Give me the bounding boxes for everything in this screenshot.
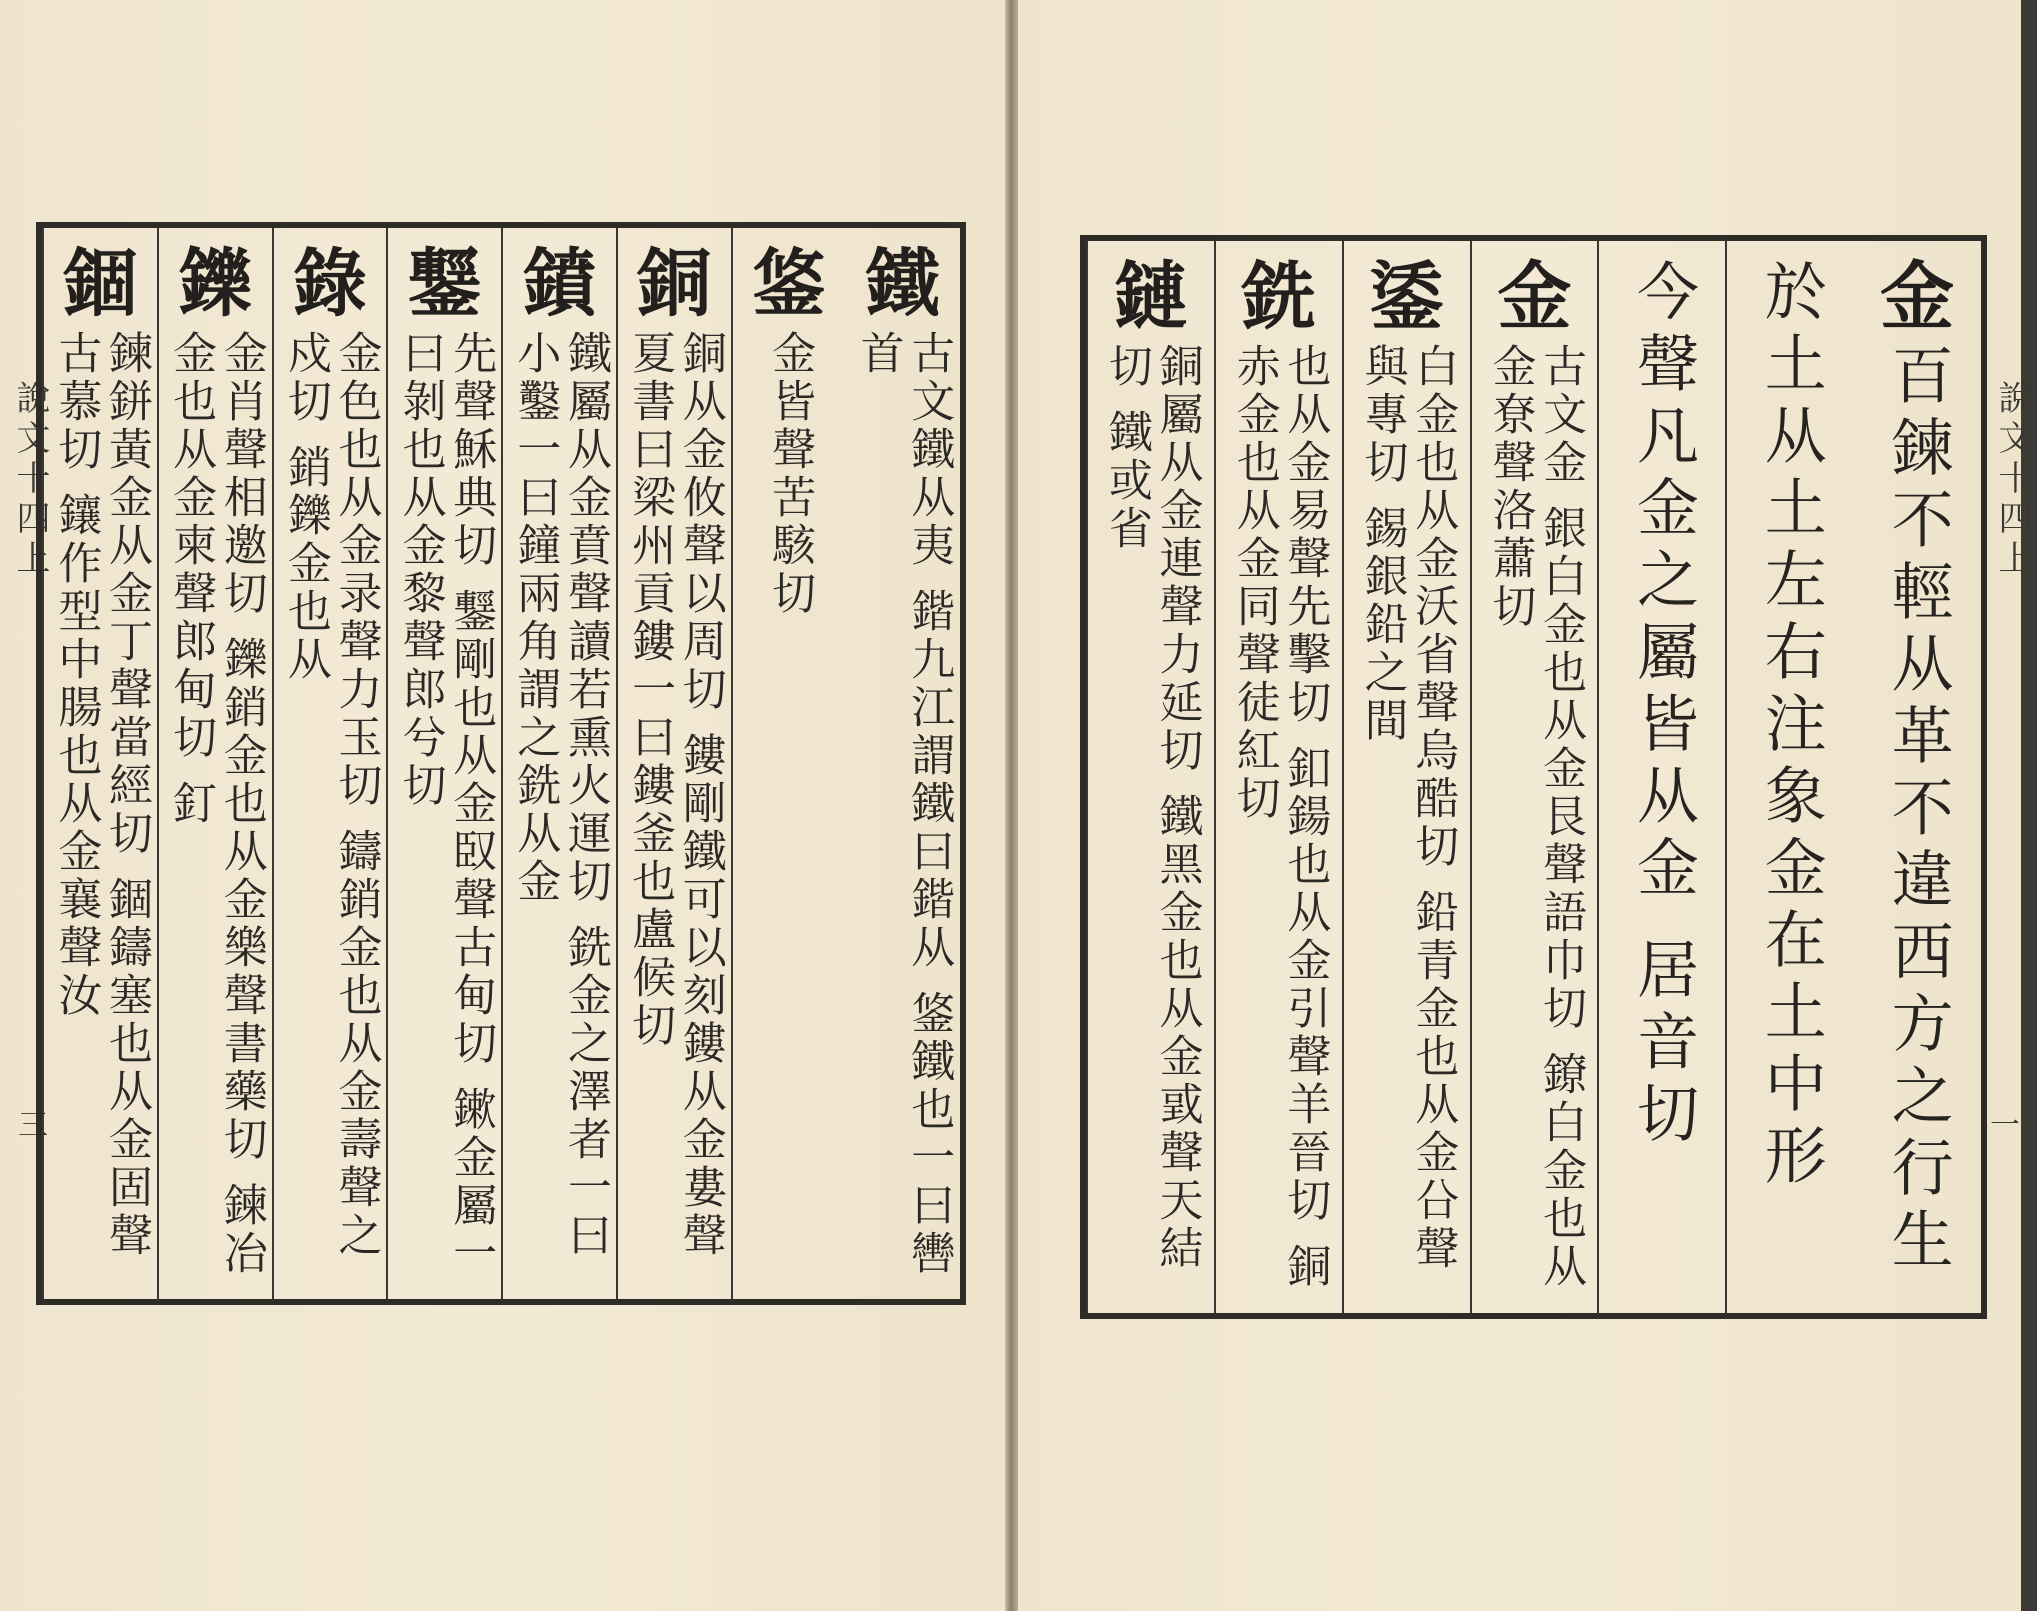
column-text: 古文金 銀白金也从金艮聲語巾切 鐐白金也从金尞聲洛蕭切: [1484, 342, 1587, 1291]
right-page-column: [1342, 241, 1470, 1313]
seal-character: 鏈: [1113, 254, 1188, 340]
right-page: [1018, 0, 2032, 1611]
right-page-column: [1853, 241, 1981, 1313]
column-text: 銅从金攸聲以周切 鏤剛鐵可以刻鏤从金婁聲夏書曰梁州貢鏤一曰鏤釜也盧候切: [624, 329, 726, 1260]
right-folio: 一: [1990, 1108, 2020, 1143]
seal-character: 鑠: [178, 241, 253, 327]
seal-character: 鐵: [865, 241, 940, 327]
column-text: 鐵屬从金賁聲讀若熏火運切 銑金之澤者一曰小鑿一曰鐘兩角謂之銑从金: [509, 329, 611, 1260]
right-page-column: [1214, 241, 1342, 1313]
column-text: 銅屬从金連聲力延切 鐵黑金也从金戜聲天結切 鐵或省: [1100, 342, 1203, 1273]
column-text: 古文鐵从夷 鍇九江謂鐵曰鍇从 鋚鐵也一曰轡首: [852, 329, 955, 1278]
column-text: 金皆聲苦駭切: [764, 329, 816, 618]
seal-character: 鋈: [1369, 254, 1444, 340]
left-page-column: [386, 228, 501, 1299]
left-page-column: [731, 228, 846, 1299]
left-edge-title: 說文十四上: [10, 380, 50, 580]
column-text: 於土从土左右注象金在土中形: [1754, 259, 1828, 1195]
right-edge-title: 說文十四上: [1992, 380, 2032, 580]
left-page-column: [272, 228, 387, 1299]
column-text: 白金也从金沃省聲烏酷切 鉛青金也从金㕣聲與專切 錫銀鉛之間: [1356, 342, 1459, 1273]
book-gutter: [1005, 0, 1018, 1611]
left-page: [0, 0, 1005, 1611]
left-page-column: [845, 228, 960, 1299]
left-page-column: [157, 228, 272, 1299]
seal-character: 銑: [1241, 254, 1316, 340]
seal-character: 鋚: [751, 241, 826, 327]
left-page-column: [501, 228, 616, 1299]
right-text-frame: [1080, 235, 1987, 1319]
left-folio: 三: [18, 1108, 48, 1143]
left-page-column: [616, 228, 731, 1299]
right-page-column: [1725, 241, 1853, 1313]
right-page-column: [1086, 241, 1214, 1313]
left-text-frame: [36, 222, 966, 1305]
column-text: 先聲穌典切 鑋剛也从金臤聲古甸切 鏉金屬一曰剝也从金黎聲郎兮切: [394, 329, 497, 1278]
right-page-column: [1470, 241, 1598, 1313]
left-page-column: [42, 228, 157, 1299]
seal-character: 鑋: [407, 241, 482, 327]
seal-character: 金: [1880, 254, 1955, 340]
column-text: 今聲凡金之屬皆从金 居音切: [1626, 259, 1700, 1153]
seal-character: 錄: [292, 241, 367, 327]
column-text: 也从金易聲先擊切 釦鍚也从金引聲羊晉切 銅赤金也从金同聲徒紅切: [1228, 342, 1331, 1291]
column-text: 百鍊不輕从革不違西方之行生: [1881, 342, 1955, 1279]
right-page-column: [1597, 241, 1725, 1313]
seal-character: 銅: [637, 241, 712, 327]
seal-character: 金: [1497, 254, 1572, 340]
column-text: 鍊鉼黃金从金丁聲當經切 錮鑄塞也从金固聲古慕切 鑲作型中腸也从金襄聲汝: [50, 329, 152, 1260]
seal-character: 鐼: [522, 241, 597, 327]
seal-character: 錮: [63, 241, 138, 327]
column-text: 金肖聲相邀切 鑠銷金也从金樂聲書藥切 鍊冶金也从金柬聲郎甸切 釘: [165, 329, 267, 1278]
column-text: 金色也从金录聲力玉切 鑄銷金也从金壽聲之戍切 銷鑠金也从: [279, 329, 382, 1260]
